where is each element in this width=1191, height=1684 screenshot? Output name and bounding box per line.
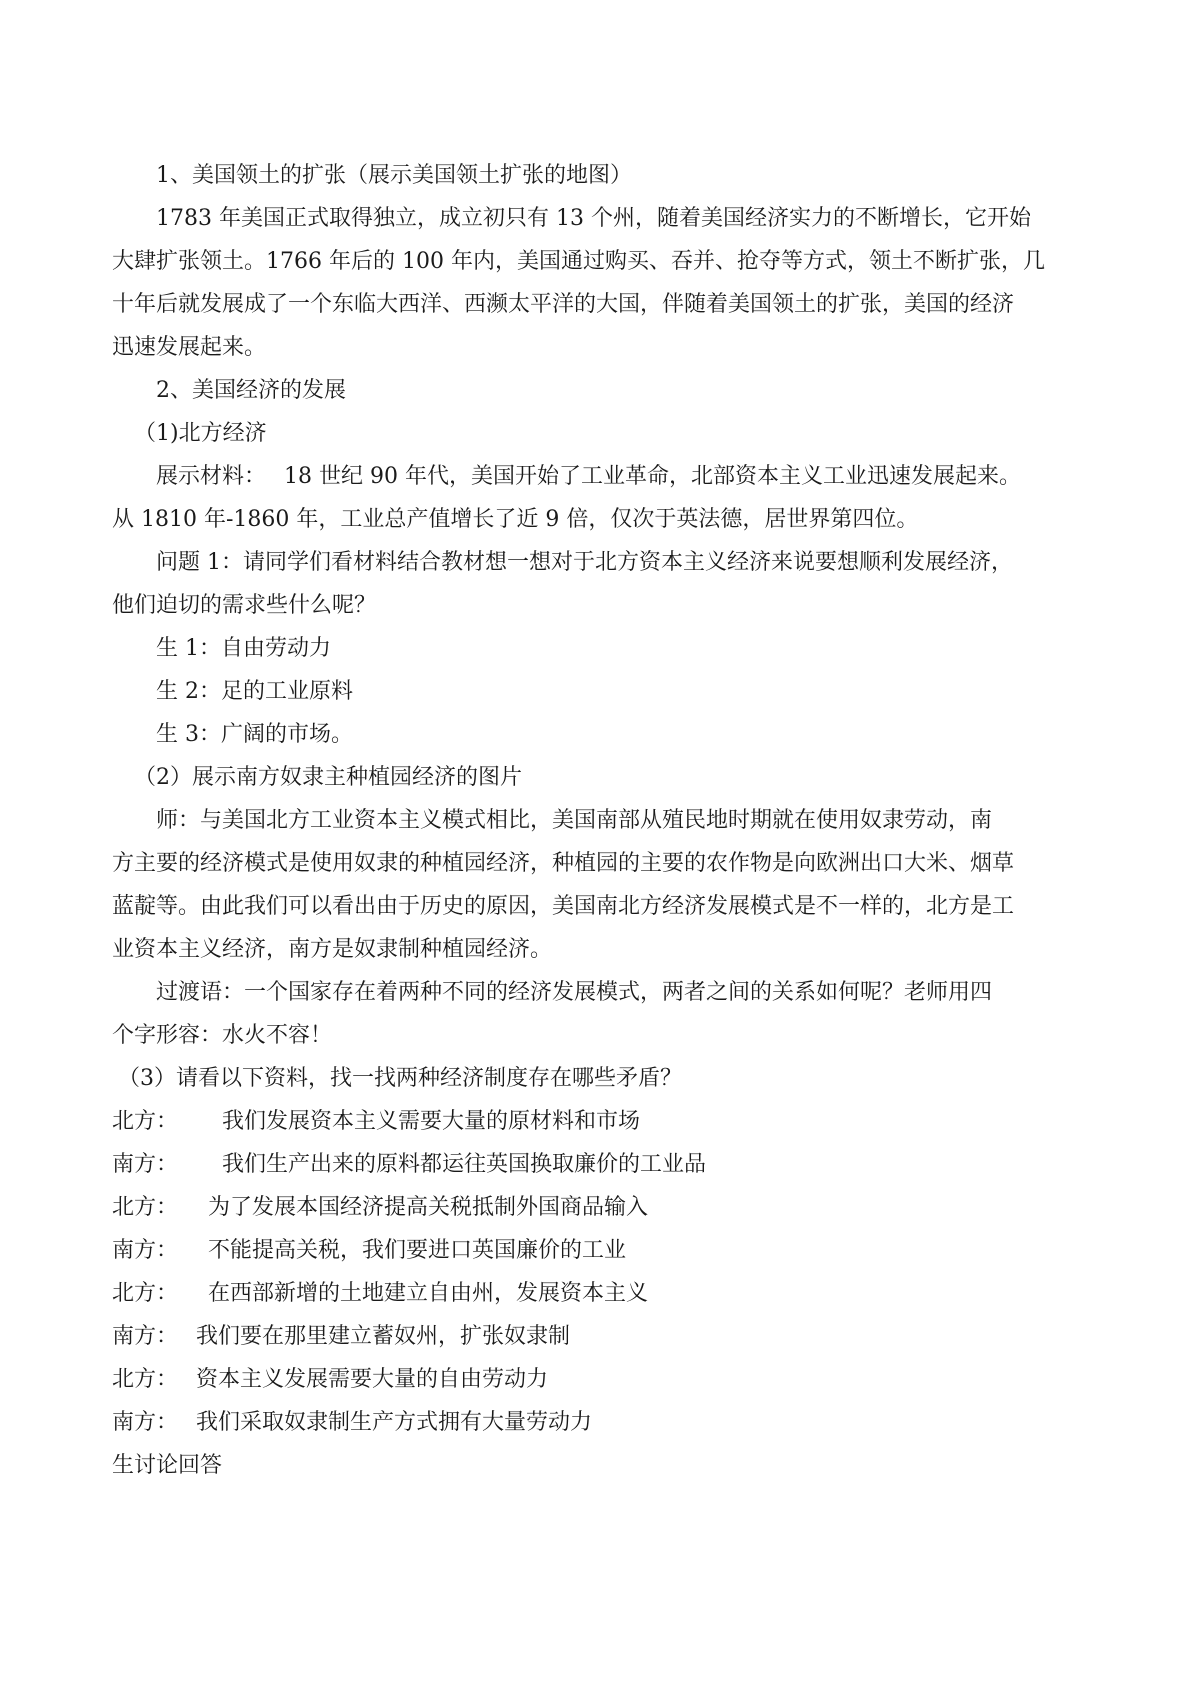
- dialog-text: 我们生产出来的原料都运往英国换取廉价的工业品: [222, 1152, 707, 1177]
- dialog-speaker: 北方：: [112, 1195, 179, 1220]
- dialog-speaker: 南方：: [112, 1410, 179, 1435]
- dialog-line: [112, 1100, 1092, 1143]
- document-body: [112, 154, 1092, 1487]
- student-answer: 生 1：自由劳动力: [156, 636, 331, 661]
- dialog-text: 不能提高关税，我们要进口英国廉价的工业: [208, 1238, 627, 1263]
- dialog-text: 资本主义发展需要大量的自由劳动力: [196, 1367, 549, 1392]
- dialog-text: 在西部新增的土地建立自由州，发展资本主义: [208, 1281, 649, 1306]
- section1-paragraph: [112, 197, 1092, 369]
- dialog-line: [112, 1358, 1092, 1401]
- dialog-text: 我们采取奴隶制生产方式拥有大量劳动力: [196, 1410, 593, 1435]
- dialog-line: [112, 1401, 1092, 1444]
- dialog-text: 我们发展资本主义需要大量的原材料和市场: [222, 1109, 641, 1134]
- paragraph-line: 过渡语：一个国家存在着两种不同的经济发展模式，两者之间的关系如何呢？老师用四: [156, 980, 993, 1005]
- paragraph-line: 展示材料： 18 世纪 90 年代，美国开始了工业革命，北部资本主义工业迅速发展起来。: [156, 464, 1021, 489]
- paragraph-line: 个字形容：水火不容！: [112, 1023, 333, 1048]
- section2-heading: 2、美国经济的发展: [156, 378, 346, 403]
- dialog-speaker: 北方：: [112, 1281, 179, 1306]
- paragraph-line: 从 1810 年-1860 年，工业总产值增长了近 9 倍，仅次于英法德，居世界第四位。: [112, 507, 919, 532]
- student-answer: 生 3：广阔的市场。: [156, 722, 353, 747]
- material-paragraph: [112, 455, 1092, 541]
- dialog-line: [112, 1315, 1092, 1358]
- section1-heading: 1、美国领土的扩张（展示美国领土扩张的地图）: [156, 163, 632, 188]
- dialog-line: [112, 1272, 1092, 1315]
- paragraph-line: 方主要的经济模式是使用奴隶的种植园经济，种植园的主要的农作物是向欧洲出口大米、烟草: [112, 851, 1015, 876]
- paragraph-line: 他们迫切的需求些什么呢？: [112, 593, 377, 618]
- subsection1-heading: （1)北方经济: [134, 421, 267, 446]
- north-south-dialog: [112, 1100, 1092, 1444]
- dialog-line: [112, 1143, 1092, 1186]
- paragraph-line: 十年后就发展成了一个东临大西洋、西濒太平洋的大国，伴随着美国领土的扩张，美国的经济: [112, 292, 1015, 317]
- transition-paragraph: [112, 971, 1092, 1057]
- dialog-line: [112, 1229, 1092, 1272]
- dialog-text: 我们要在那里建立蓄奴州，扩张奴隶制: [196, 1324, 571, 1349]
- dialog-speaker: 北方：: [112, 1109, 179, 1134]
- dialog-line: [112, 1186, 1092, 1229]
- dialog-speaker: 南方：: [112, 1324, 179, 1349]
- paragraph-line: 迅速发展起来。: [112, 335, 267, 360]
- paragraph-line: 1783 年美国正式取得独立，成立初只有 13 个州，随着美国经济实力的不断增长，它开始: [156, 206, 1031, 231]
- subsection2-heading: （2）展示南方奴隶主种植园经济的图片: [134, 765, 522, 790]
- student-answer: 生 2：足的工业原料: [156, 679, 353, 704]
- dialog-speaker: 南方：: [112, 1152, 179, 1177]
- closing-line: 生讨论回答: [112, 1453, 223, 1478]
- paragraph-line: 业资本主义经济，南方是奴隶制种植园经济。: [112, 937, 553, 962]
- dialog-speaker: 北方：: [112, 1367, 179, 1392]
- paragraph-line: 师：与美国北方工业资本主义模式相比，美国南部从殖民地时期就在使用奴隶劳动，南: [156, 808, 993, 833]
- paragraph-line: 大肆扩张领土。1766 年后的 100 年内，美国通过购买、吞并、抢夺等方式，领土不断扩张，几: [112, 249, 1045, 274]
- paragraph-line: 蓝靛等。由此我们可以看出由于历史的原因，美国南北方经济发展模式是不一样的，北方是工: [112, 894, 1015, 919]
- paragraph-line: 问题 1：请同学们看材料结合教材想一想对于北方资本主义经济来说要想顺利发展经济，: [156, 550, 1013, 575]
- dialog-speaker: 南方：: [112, 1238, 179, 1263]
- question-paragraph: [112, 541, 1092, 627]
- teacher-paragraph: [112, 799, 1092, 971]
- subsection3-heading: （3）请看以下资料，找一找两种经济制度存在哪些矛盾？: [118, 1066, 682, 1091]
- dialog-text: 为了发展本国经济提高关税抵制外国商品输入: [208, 1195, 649, 1220]
